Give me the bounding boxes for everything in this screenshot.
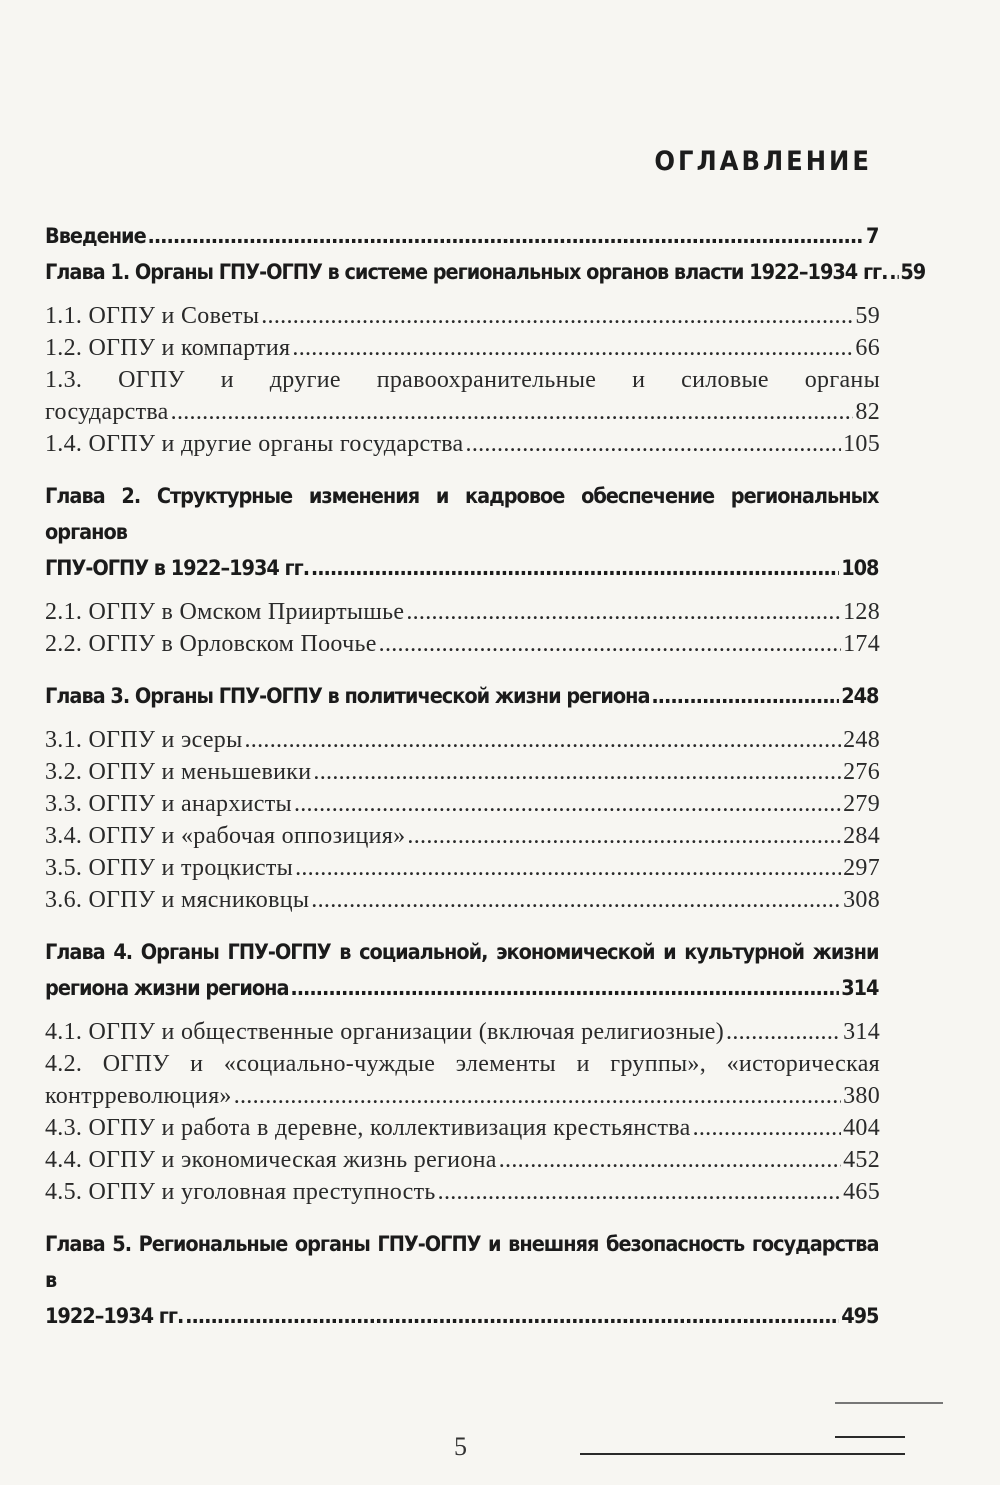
dot-leader: [148, 218, 865, 254]
dot-leader: [185, 1298, 839, 1334]
entry-page: 128: [843, 599, 880, 625]
entry-page: 380: [843, 1083, 880, 1109]
entry-title: 1.4. ОГПУ и другие органы государства: [45, 431, 464, 457]
dot-leader: [466, 428, 842, 460]
toc-entry-1-3[interactable]: [45, 364, 880, 428]
dot-leader: [311, 550, 839, 586]
toc-entry-3-6[interactable]: [45, 884, 880, 916]
dot-leader: [499, 1144, 841, 1176]
dot-leader: [171, 396, 854, 428]
dot-leader: [406, 596, 841, 628]
dot-leader: [311, 884, 841, 916]
entry-title: Введение: [45, 224, 146, 248]
footer-rule: [580, 1453, 905, 1455]
dot-leader: [407, 820, 841, 852]
toc-entry-chapter-3[interactable]: [45, 678, 878, 714]
footer-rule-top: [835, 1402, 943, 1404]
entry-title-line2: 1922–1934 гг.: [45, 1304, 184, 1328]
dot-leader: [313, 756, 841, 788]
entry-title: 1.2. ОГПУ и компартия: [45, 335, 291, 361]
entry-title: 4.5. ОГПУ и уголовная преступность: [45, 1179, 436, 1205]
dot-leader: [438, 1176, 841, 1208]
dot-leader: [261, 300, 853, 332]
entry-title: 3.5. ОГПУ и троцкисты: [45, 855, 294, 881]
entry-page: 279: [843, 791, 880, 817]
entry-page: 452: [843, 1147, 880, 1173]
entry-page: 108: [841, 556, 879, 580]
entry-title-line1: 4.2. ОГПУ и «социально-чуждые элементы и группы», «историческая: [45, 1051, 880, 1077]
toc-entry-1-1[interactable]: [45, 300, 880, 332]
toc-entry-4-1[interactable]: [45, 1016, 880, 1048]
entry-title: 3.6. ОГПУ и мясниковцы: [45, 887, 310, 913]
toc-entry-3-3[interactable]: [45, 788, 880, 820]
toc-entry-2-1[interactable]: [45, 596, 880, 628]
dot-leader: [889, 254, 898, 290]
dot-leader: [651, 678, 839, 714]
entry-title-line1: Глава 2. Структурные изменения и кадровое обеспечение региональных органов: [45, 484, 879, 544]
entry-title: Глава 3. Органы ГПУ-ОГПУ в политической жизни региона: [45, 684, 650, 708]
entry-page: 276: [843, 759, 880, 785]
entry-page: 7: [866, 224, 879, 248]
entry-page: 248: [843, 727, 880, 753]
entry-title: 1.1. ОГПУ и Советы: [45, 303, 260, 329]
entry-title-line2: ГПУ-ОГПУ в 1922–1934 гг.: [45, 556, 310, 580]
entry-page: 59: [900, 260, 926, 284]
dot-leader: [245, 724, 842, 756]
dot-leader: [693, 1112, 842, 1144]
entry-title-line1: Глава 5. Региональные органы ГПУ-ОГПУ и внешняя безопасность государства в: [45, 1232, 879, 1292]
entry-title: 2.2. ОГПУ в Орловском Поочье: [45, 631, 377, 657]
page-number: 5: [454, 1432, 467, 1461]
entry-title-line1: Глава 4. Органы ГПУ-ОГПУ в социальной, экономической и культурной жизни: [45, 940, 879, 964]
toc-entry-3-4[interactable]: [45, 820, 880, 852]
entry-page: 174: [843, 631, 880, 657]
toc-entry-4-3[interactable]: [45, 1112, 880, 1144]
toc-entry-chapter-5[interactable]: [45, 1226, 878, 1334]
entry-page: 465: [843, 1179, 880, 1205]
toc-entry-chapter-1[interactable]: [45, 254, 926, 290]
toc-entry-4-4[interactable]: [45, 1144, 880, 1176]
entry-title: 4.1. ОГПУ и общественные организации (включая религиозные): [45, 1019, 725, 1045]
toc-entry-chapter-2[interactable]: [45, 478, 878, 586]
entry-title: 3.2. ОГПУ и меньшевики: [45, 759, 312, 785]
toc-entry-intro[interactable]: [45, 218, 878, 254]
entry-page: 284: [843, 823, 880, 849]
entry-page: 59: [855, 303, 880, 329]
entry-page: 314: [841, 976, 879, 1000]
toc-entry-4-2[interactable]: [45, 1048, 880, 1112]
entry-page: 308: [843, 887, 880, 913]
entry-page: 248: [841, 684, 879, 708]
toc-entry-3-2[interactable]: [45, 756, 880, 788]
entry-title: 3.3. ОГПУ и анархисты: [45, 791, 292, 817]
toc-entry-2-2[interactable]: [45, 628, 880, 660]
toc-entry-3-5[interactable]: [45, 852, 880, 884]
dot-leader: [292, 332, 853, 364]
page-title: ОГЛАВЛЕНИЕ: [654, 146, 872, 177]
dot-leader: [294, 788, 841, 820]
table-of-contents: [45, 218, 926, 1334]
entry-page: 314: [843, 1019, 880, 1045]
entry-title: 4.3. ОГПУ и работа в деревне, коллективизация крестьянства: [45, 1115, 691, 1141]
entry-page: 297: [843, 855, 880, 881]
entry-title: 3.1. ОГПУ и эсеры: [45, 727, 243, 753]
entry-page: 105: [843, 431, 880, 457]
toc-entry-4-5[interactable]: [45, 1176, 880, 1208]
entry-title-line2: контрреволюция»: [45, 1083, 232, 1109]
entry-title-line1: 1.3. ОГПУ и другие правоохранительные и силовые органы: [45, 367, 880, 393]
entry-title: Глава 1. Органы ГПУ-ОГПУ в системе региональных органов власти 1922–1934 гг.: [45, 260, 888, 284]
toc-entry-1-4[interactable]: [45, 428, 880, 460]
toc-entry-1-2[interactable]: [45, 332, 880, 364]
entry-page: 495: [841, 1304, 879, 1328]
entry-title: 4.4. ОГПУ и экономическая жизнь региона: [45, 1147, 497, 1173]
entry-page: 82: [855, 399, 880, 425]
dot-leader: [379, 628, 841, 660]
entry-page: 404: [843, 1115, 880, 1141]
toc-entry-chapter-4[interactable]: [45, 934, 878, 1006]
entry-title: 2.1. ОГПУ в Омском Прииртышье: [45, 599, 405, 625]
dot-leader: [295, 852, 841, 884]
dot-leader: [726, 1016, 841, 1048]
dot-leader: [234, 1080, 841, 1112]
entry-title-line2: региона жизни региона: [45, 976, 289, 1000]
entry-title-line2: государства: [45, 399, 169, 425]
toc-entry-3-1[interactable]: [45, 724, 880, 756]
entry-title: 3.4. ОГПУ и «рабочая оппозиция»: [45, 823, 406, 849]
entry-page: 66: [855, 335, 880, 361]
dot-leader: [290, 970, 839, 1006]
footer-rule-short: [835, 1436, 905, 1438]
